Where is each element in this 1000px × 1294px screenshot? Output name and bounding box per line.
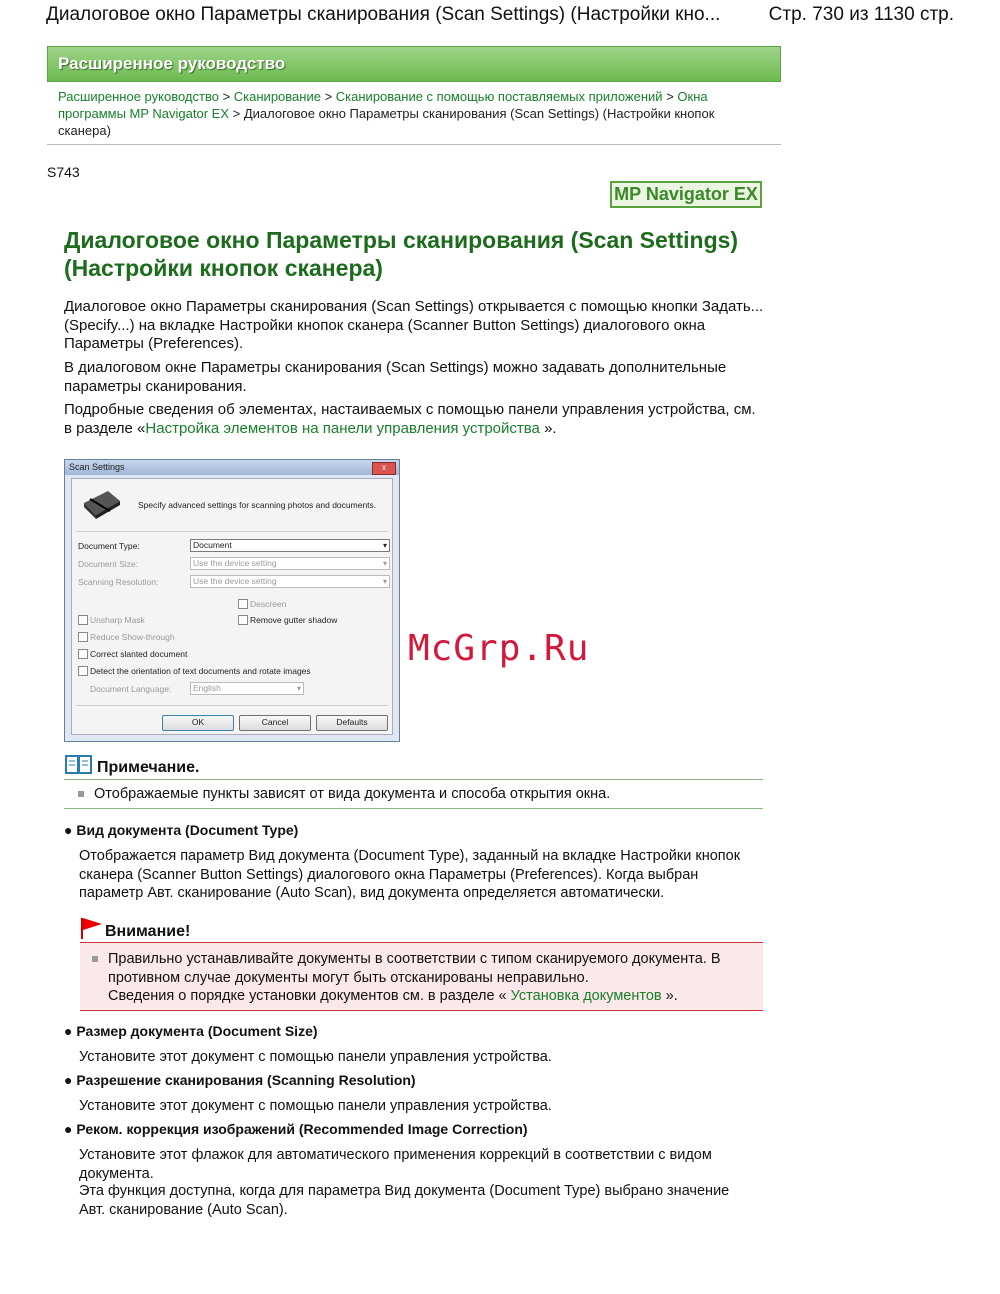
divider [76,531,388,532]
resolution-select[interactable]: Use the device setting ▾ [190,575,390,588]
section-band [47,46,781,82]
language-label: Document Language: [90,684,172,694]
breadcrumb-link[interactable]: Окна программы MP Navigator EX [58,89,708,121]
slanted-checkbox[interactable] [78,649,88,659]
orientation-checkbox[interactable] [78,666,88,676]
descreen-checkbox[interactable] [238,599,248,609]
dialog-title: Scan Settings [65,460,399,475]
defaults-button[interactable]: Defaults [316,715,388,731]
doc-type-label: Document Type: [78,541,140,551]
breadcrumb-sep: > [666,89,674,104]
dialog-description: Specify advanced settings for scanning photos and documents. [138,500,377,510]
attention-ref-text: ». [661,988,678,1004]
slanted-label: Correct slanted document [90,649,188,659]
flag-icon [80,916,104,940]
doc-size-select[interactable]: Use the device setting ▾ [190,557,390,570]
section-heading: ● Размер документа (Document Size) [64,1023,318,1039]
show-through-label: Reduce Show-through [90,632,175,642]
product-badge: MP Navigator EX [610,181,762,208]
ok-button[interactable]: OK [162,715,234,731]
note-title: Примечание. [97,759,200,776]
orientation-label: Detect the orientation of text documents and rotate images [90,666,311,676]
divider [76,705,388,706]
doc-type-text: Отображается параметр Вид документа (Document Type), заданный на вкладке Настройки кнопок сканера (Scanner Button Settings) диалогового окна Параметры (Preferences). Когда выбран параметр Авт. сканирование (Auto Scan), вид документа определяется автоматически. [79,848,741,901]
section-heading: ● Вид документа (Document Type) [64,822,299,838]
attention-title: Внимание! [105,923,191,940]
descreen-label: Descreen [250,599,287,609]
band-label: Расширенное руководство [58,54,286,73]
intro-text: ». [539,419,557,437]
breadcrumb-sep: > [222,89,231,104]
language-select[interactable]: English ▾ [190,682,304,695]
book-icon [65,754,93,776]
breadcrumb-current: Диалоговое окно Параметры сканирования (Scan Settings) (Настройки кнопок сканера) [58,106,715,138]
doc-type-select[interactable]: Document ▾ [190,539,390,552]
attention-text: Правильно устанавливайте документы в соответствии с типом сканируемого документа. В противном случае документы могут быть отсканированы неправильно. [108,951,721,986]
page-code: S743 [47,164,80,180]
divider [64,779,763,780]
intro-paragraph [64,401,764,438]
attention-ref [108,987,752,1006]
close-icon[interactable]: x [372,462,396,475]
window-title: Диалоговое окно Параметры сканирования (Scan Settings) (Настройки кно... [46,4,721,25]
correction-heading: Реком. коррекция изображений (Recommended Image Correction) [76,1121,528,1137]
scan-settings-dialog [64,459,400,742]
doc-size-text: Установите этот документ с помощью панели управления устройства. [79,1049,552,1065]
resolution-text: Установите этот документ с помощью панели управления устройства. [79,1098,552,1114]
breadcrumb-sep: > [324,89,333,104]
intro-paragraph: Диалоговое окно Параметры сканирования (Scan Settings) открывается с помощью кнопки Задать... (Specify...) на вкладке Настройки кнопок сканера (Scanner Button Settings) диалогового окна Параметры (Preferences). [64,298,764,352]
section-heading: ● Разрешение сканирования (Scanning Resolution) [64,1072,416,1088]
doc-size-label: Document Size: [78,559,138,569]
page-title: Диалоговое окно Параметры сканирования (Scan Settings) (Настройки кнопок сканера) [64,227,739,281]
gutter-checkbox[interactable] [238,615,248,625]
attention-ref-text: Сведения о порядке установки документов см. в разделе « [108,988,511,1004]
cancel-button[interactable]: Cancel [239,715,311,731]
correction-note: Эта функция доступна, когда для параметра Вид документа (Document Type) выбрано значение Авт. сканирование (Auto Scan). [79,1183,730,1218]
intro-paragraph: В диалоговом окне Параметры сканирования (Scan Settings) можно задавать дополнительные параметры сканирования. [64,359,727,395]
scanner-icon [80,485,124,521]
doc-size-heading: Размер документа (Document Size) [76,1023,318,1039]
watermark: McGrp.Ru [408,628,590,669]
intro-text: Подробные сведения об элементах, настаиваемых с помощью панели управления устройства, см. в разделе « [64,401,756,437]
breadcrumb [58,88,748,139]
bullet-square [92,956,98,962]
note-item [78,785,758,804]
breadcrumb-sep: > [232,106,241,121]
unsharp-checkbox[interactable] [78,615,88,625]
page-counter: Стр. 730 из 1130 стр. [768,4,954,25]
divider [64,808,763,809]
show-through-checkbox[interactable] [78,632,88,642]
bullet-square [78,791,84,797]
doc-type-heading: Вид документа (Document Type) [76,822,299,838]
correction-text: Установите этот флажок для автоматического применения коррекций в соответствии с видом документа. [79,1147,712,1182]
breadcrumb-link[interactable]: Сканирование [233,89,321,104]
breadcrumb-link[interactable]: Расширенное руководство [58,89,219,104]
dialog-body [71,478,393,735]
unsharp-label: Unsharp Mask [90,615,145,625]
gutter-label: Remove gutter shadow [250,615,338,625]
resolution-heading: Разрешение сканирования (Scanning Resolution) [76,1072,416,1088]
breadcrumb-link[interactable]: Сканирование с помощью поставляемых приложений [335,89,663,104]
section-heading: ● Реком. коррекция изображений (Recommended Image Correction) [64,1121,528,1137]
divider [47,144,781,145]
placing-documents-link[interactable]: Установка документов [510,988,662,1004]
resolution-label: Scanning Resolution: [78,577,159,587]
note-text: Отображаемые пункты зависят от вида документа и способа открытия окна. [94,786,611,802]
attention-item [92,950,752,1006]
device-panel-link[interactable]: Настройка элементов на панели управления устройства [145,419,540,437]
